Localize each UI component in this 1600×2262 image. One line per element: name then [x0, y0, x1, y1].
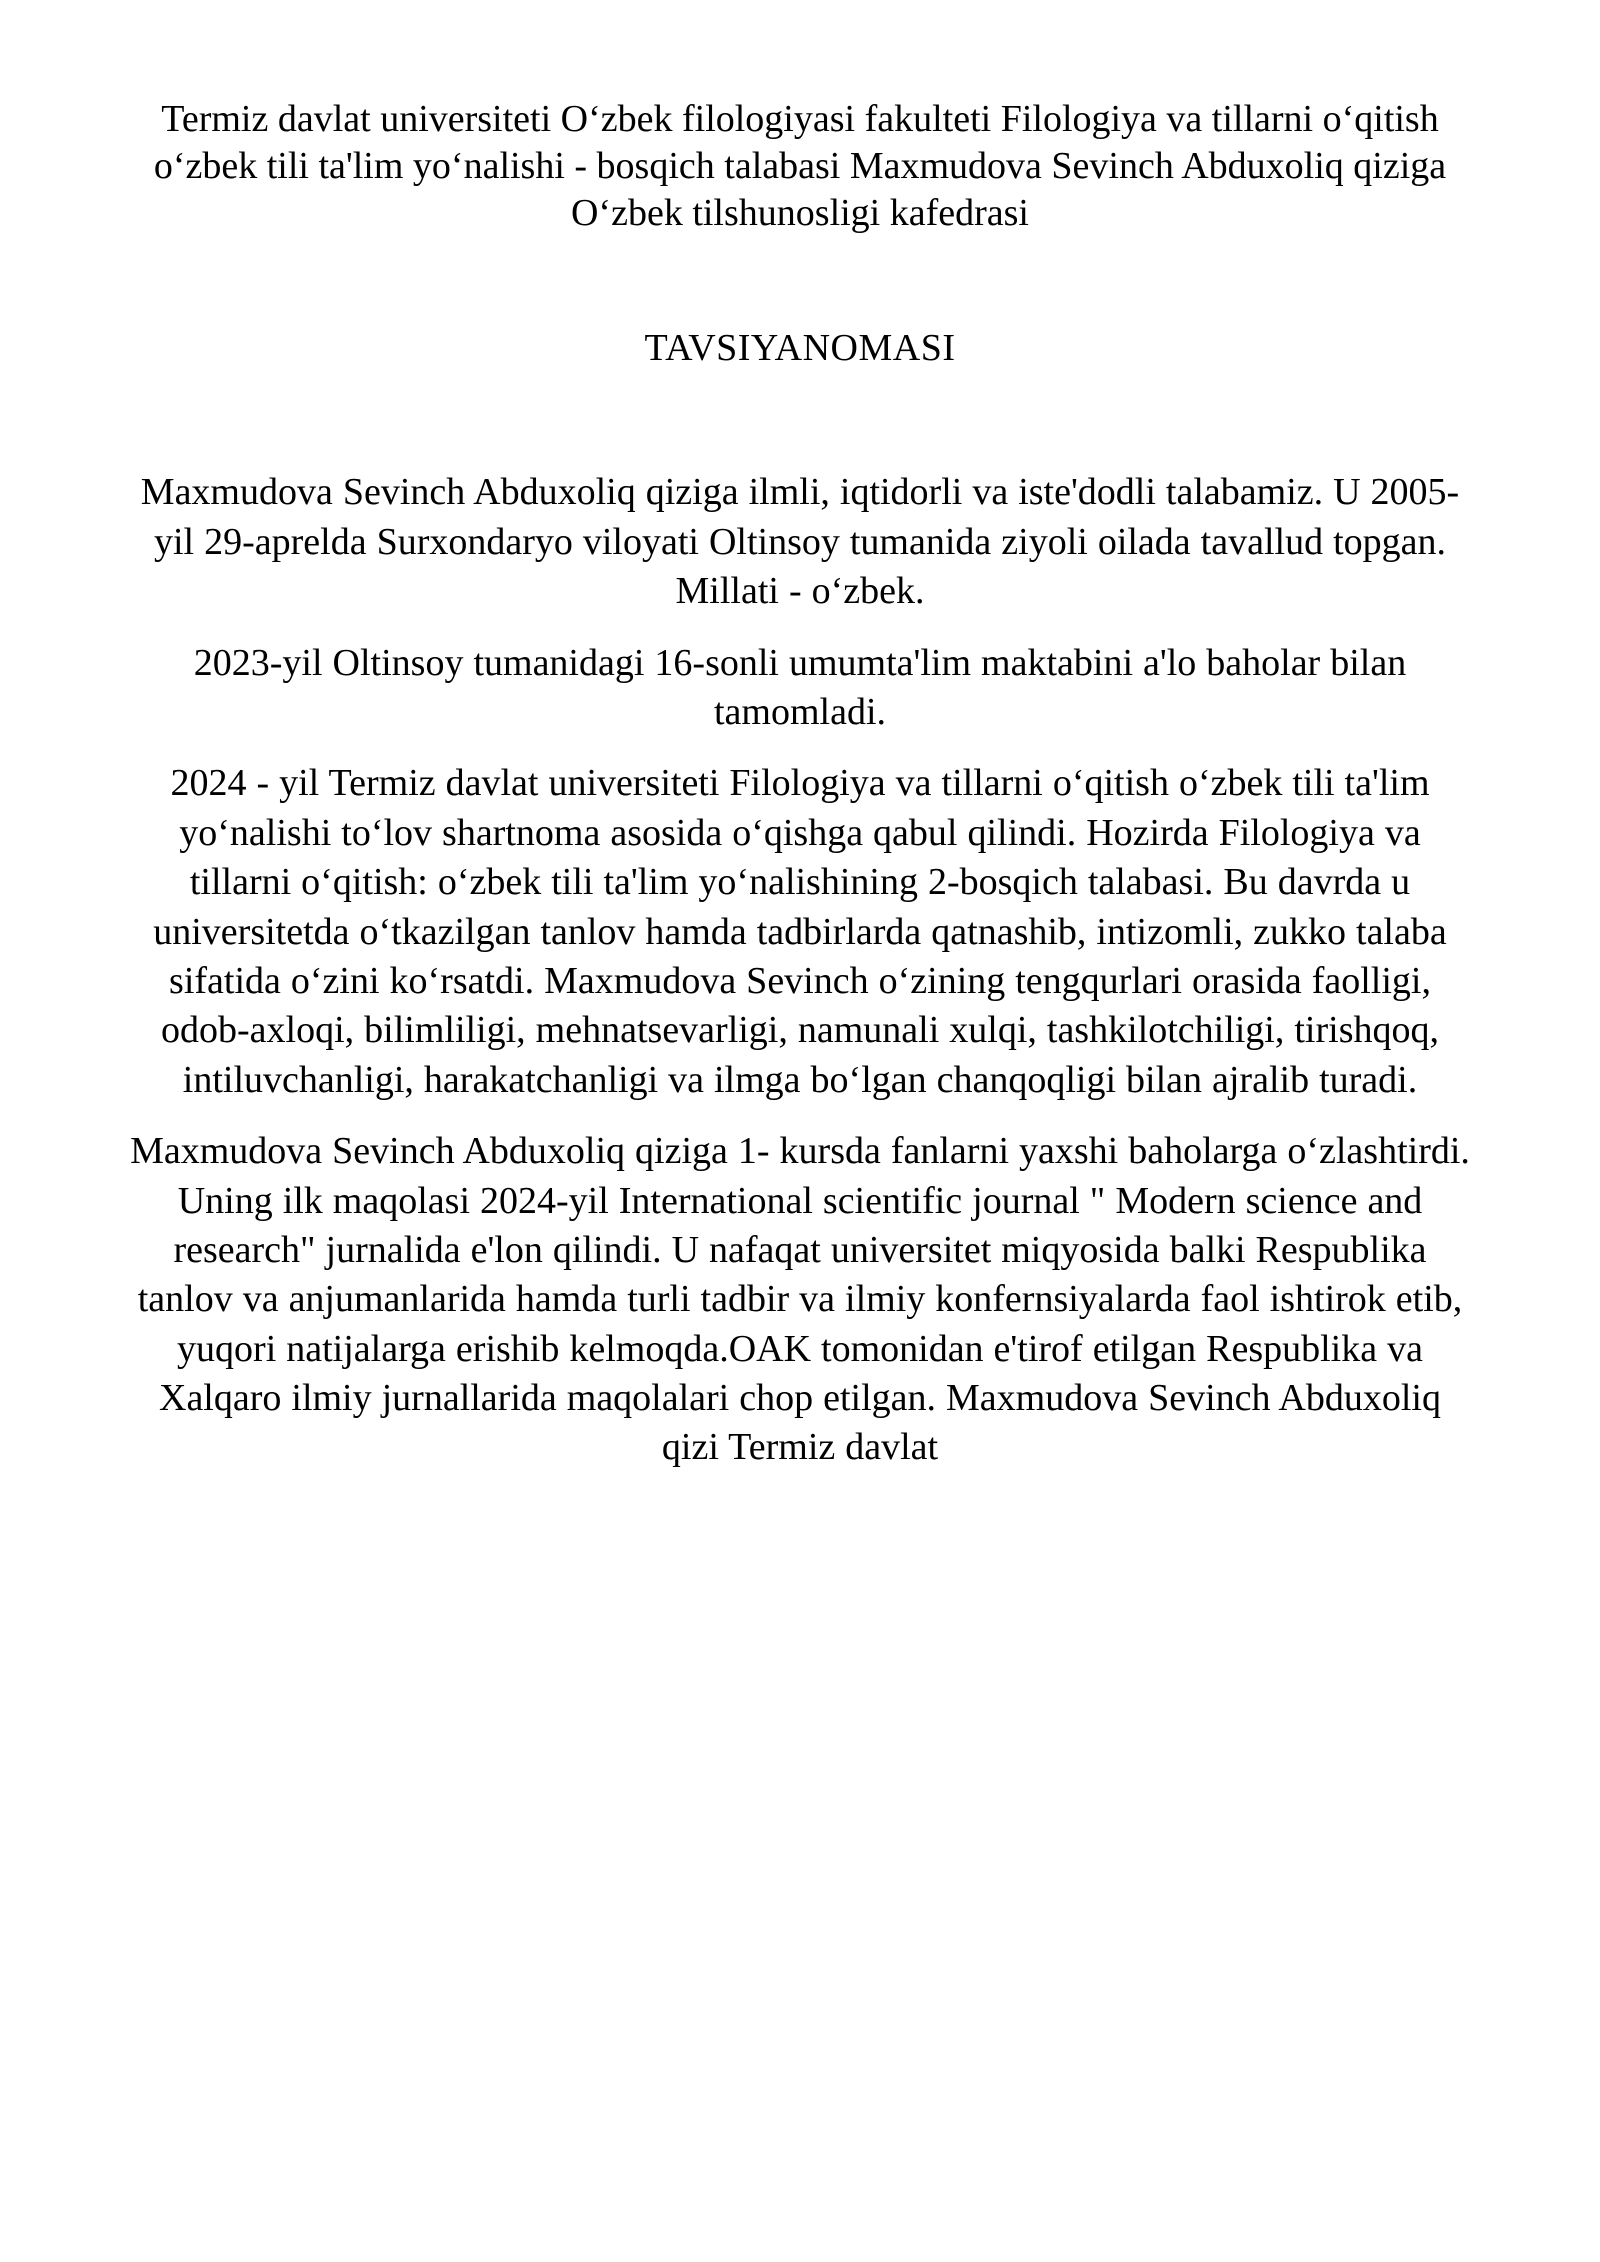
paragraph-4: Maxmudova Sevinch Abduxoliq qiziga 1- kursda fanlarni yaxshi baholarga o‘zlashtirdi. Uning ilk maqolasi 2024-yil International scientific journal " Modern science and research" jurnalida e'lon qilindi. U nafaqat universitet miqyosida balki Respublika tanlov va anjumanlarida hamda turli tadbir va ilmiy konfernsiyalarda faol ishtirok etib, yuqori natijalarga erishib kelmoqda.OAK tomonidan e'tirof etilgan Respublika va Xalqaro ilmiy jurnallarida maqolalari chop etilgan. Maxmudova Sevinch Abduxoliq qizi Termiz davlat — [130, 1130, 1470, 1469]
paragraph-2: 2023-yil Oltinsoy tumanidagi 16-sonli umumta'lim maktabini a'lo baholar bilan tamomladi. — [193, 641, 1407, 733]
paragraph-3: 2024 - yil Termiz davlat universiteti Filologiya va tillarni o‘qitish o‘zbek tili ta'lim yo‘nalishi to‘lov shartnoma asosida o‘qishga qabul qilindi. Hozirda Filologiya va tillarni o‘qitish: o‘zbek tili ta'lim yo‘nalishining 2-bosqich talabasi. Bu davrda u universitetda o‘tkazilgan tanlov hamda tadbirlarda qatnashib, intizomli, zukko talaba sifatida o‘zini ko‘rsatdi. Maxmudova Sevinch o‘zining tengqurlari orasida faolligi, odob-axloqi, bilimliligi, mehnatsevarligi, namunali xulqi, tashkilotchiligi, tirishqoq, intiluvchanligi, harakatchanligi va ilmga bo‘lgan chanqoqligi bilan ajralib turadi. — [153, 762, 1447, 1101]
document-body — [130, 468, 1470, 1472]
document-title: TAVSIYANOMASI — [644, 327, 956, 370]
document-content — [130, 0, 1470, 1495]
document-heading: Termiz davlat universiteti O‘zbek filologiyasi fakulteti Filologiya va tillarni o‘qitish o‘zbek tili ta'lim yo‘nalishi - bosqich talabasi Maxmudova Sevinch Abduxoliq qiziga O‘zbek tilshunosligi kafedrasi — [153, 98, 1447, 235]
paragraph-1: Maxmudova Sevinch Abduxoliq qiziga ilmli, iqtidorli va iste'dodli talabamiz. U 2005-yil 29-aprelda Surxondaryo viloyati Oltinsoy tumanida ziyoli oilada tavallud topgan. Millati - o‘zbek. — [140, 471, 1460, 613]
